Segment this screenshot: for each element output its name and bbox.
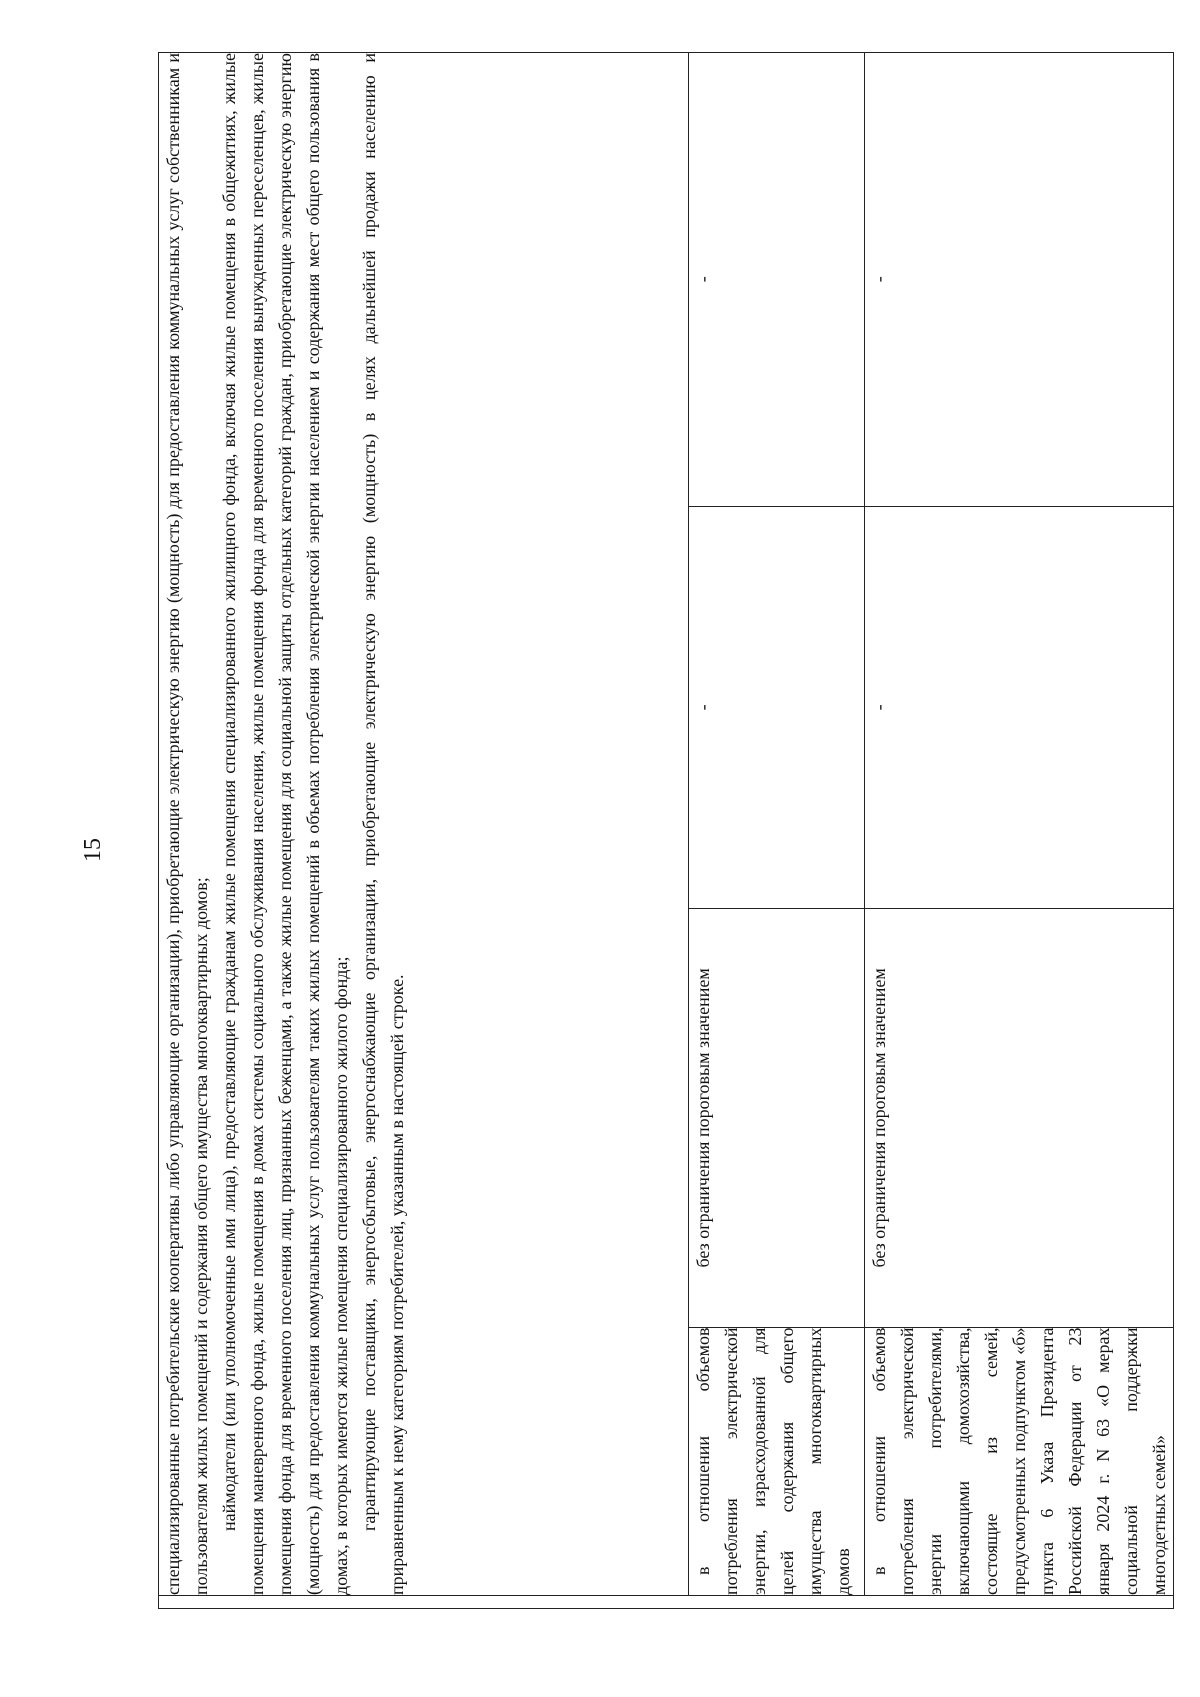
row-limit-cell (689, 909, 865, 1327)
page-number: 15 (80, 838, 106, 862)
row-limit-cell (865, 909, 1174, 1327)
row-limit: без ограничения пороговым значением (869, 968, 889, 1268)
row-col5-cell (865, 53, 1174, 507)
table-row-text (159, 53, 689, 1609)
paragraph-landlords: наймодатели (или уполномоченные ими лица), предоставляющие гражданам жилые помещения специализированного жилищного фонда, включая жилые помещения в общежитиях, жилые помещения маневренного фонда, жилые помещения в домах системы социального обслуживания населения, жилые помещения фонда для временного поселения вынужденных переселенцев, жилые помещения фонда для временного поселения лиц, признанных беженцами, а также жилые помещения для социальной защиты отдельных категорий граждан, приобретающие электрическую энергию (мощность) для предоставления коммунальных услуг пользователям таких жилых помещений в объемах потребления электрической энергии населением и содержания мест общего пользования в домах, в которых имеются жилые помещения специализированного жилого фонда; (219, 53, 351, 1595)
row-col5-cell (689, 53, 865, 507)
row-limit: без ограничения пороговым значением (693, 968, 713, 1268)
row-description: в отношении объемов потребления электрической энергии, израсходованной для целей содержания общего имущества многоквартирных домов (693, 1327, 853, 1595)
table-row (865, 53, 1174, 1609)
row-col4-value: - (693, 704, 713, 711)
row-col4-value: - (869, 704, 889, 711)
row-col4-cell (689, 506, 865, 909)
row-description: в отношении объемов потребления электрической энергии потребителями, включающими домохозяйства, состоящие из семей, предусмотренных подпунктом «б» пункта 6 Указа Президента Российской Федерации от 23 января 2024 г. N 63 «О мерах социальной поддержки многодетных семей» (869, 1327, 1169, 1595)
paragraph-suppliers: гарантирующие поставщики, энергосбытовые, энергоснабжающие организации, приобретающие электрическую энергию (мощность) в целях дальнейшей продажи населению и приравненным к нему категориям потребителей, указанным в настоящей строке. (359, 53, 407, 1595)
row-description-cell (689, 1327, 865, 1595)
row-col4-cell (865, 506, 1174, 909)
table-row (689, 53, 865, 1609)
main-text-cell (159, 53, 689, 1596)
paragraph-organizations: специализированные потребительские кооперативы либо управляющие организации), приобретающие электрическую энергию (мощность) для предоставления коммунальных услуг собственникам и пользователям жилых помещений и содержания общего имущества многоквартирных домов; (163, 53, 211, 1595)
empty-index-cell (159, 1595, 1174, 1608)
row-col5-value: - (693, 276, 713, 283)
row-description-cell (865, 1327, 1174, 1595)
row-col5-value: - (869, 276, 889, 283)
rotated-table-wrapper (158, 52, 1169, 1609)
tariff-table (158, 52, 1174, 1609)
